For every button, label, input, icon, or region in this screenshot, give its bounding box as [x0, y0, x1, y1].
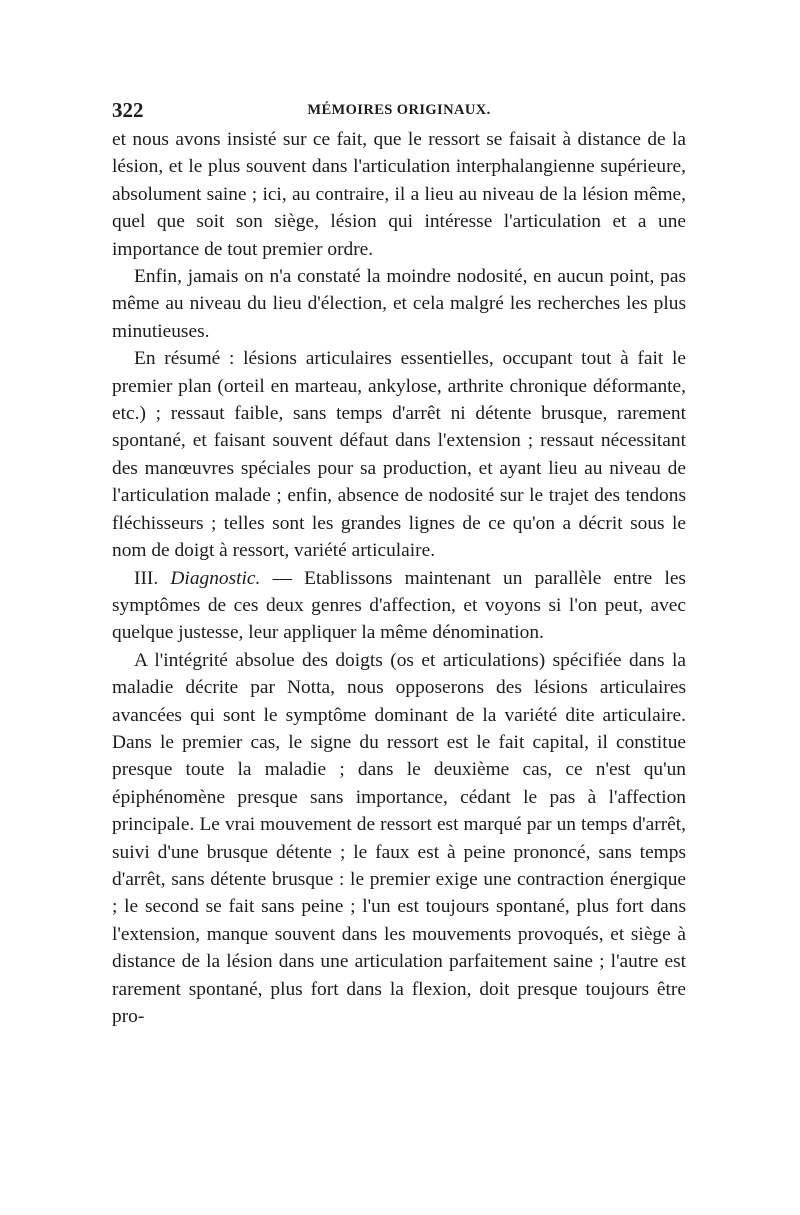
paragraph-summary: En résumé : lésions articulaires essentielles, occupant tout à fait le premier plan (orteil en marteau, ankylose, arthrite chronique déformante, etc.) ; ressaut faible, sans temps d'arrêt ni détente brusque, rarement spontané, et faisant souvent défaut dans l'extension ; ressaut nécessitant des manœuvres spéciales pour sa production, et ayant lieu au niveau de l'articulation malade ; enfin, absence de nodosité sur le trajet des tendons fléchisseurs ; telles sont les grandes lignes de ce qu'on a décrit sous le nom de doigt à ressort, variété articulaire.: [112, 348, 686, 562]
body-text: [112, 126, 686, 1030]
running-title: MÉMOIRES ORIGINAUX.: [307, 102, 491, 118]
paragraph-nodosity: Enfin, jamais on n'a constaté la moindre nodosité, en aucun point, pas même au niveau du lieu d'élection, et cela malgré les recherches les plus minutieuses.: [112, 266, 686, 342]
paragraph-diagnostic-text: — Etablissons maintenant un parallèle entre les symptômes de ces deux genres d'affection, et voyons si l'on peut, avec quelque justesse, leur appliquer la même dénomination.: [112, 567, 686, 644]
book-page: [112, 98, 686, 1030]
page-header: [112, 98, 686, 126]
section-title: Diagnostic.: [170, 567, 261, 589]
section-number: III.: [134, 567, 159, 589]
paragraph-comparison: A l'intégrité absolue des doigts (os et articulations) spécifiée dans la maladie décrite par Notta, nous opposerons des lésions articulaires avancées qui sont le symptôme dominant de la variété dite articulaire. Dans le premier cas, le signe du ressort est le fait capital, il constitue presque toute la maladie ; dans le deuxième cas, ce n'est qu'un épiphénomène presque sans importance, cédant le pas à l'affection principale. Le vrai mouvement de ressort est marqué par un temps d'arrêt, suivi d'une brusque détente ; le faux est à peine prononcé, sans temps d'arrêt, sans détente brusque : le premier exige une contraction énergique ; le second se fait sans peine ; l'un est toujours spontané, plus fort dans l'extension, manque souvent dans les mouvements provoqués, et siège à distance de la lésion dans une articulation parfaitement saine ; l'autre est rarement spontané, plus fort dans la flexion, doit presque toujours être pro-: [112, 649, 686, 1027]
page-number: 322: [112, 98, 144, 122]
paragraph-diagnostic: [112, 565, 686, 647]
paragraph-continued: et nous avons insisté sur ce fait, que le ressort se faisait à distance de la lésion, et le plus souvent dans l'articulation interphalangienne supérieure, absolument saine ; ici, au contraire, il a lieu au niveau de la lésion même, quel que soit son siège, lésion qui intéresse l'articulation et a une importance de tout premier ordre.: [112, 129, 686, 260]
